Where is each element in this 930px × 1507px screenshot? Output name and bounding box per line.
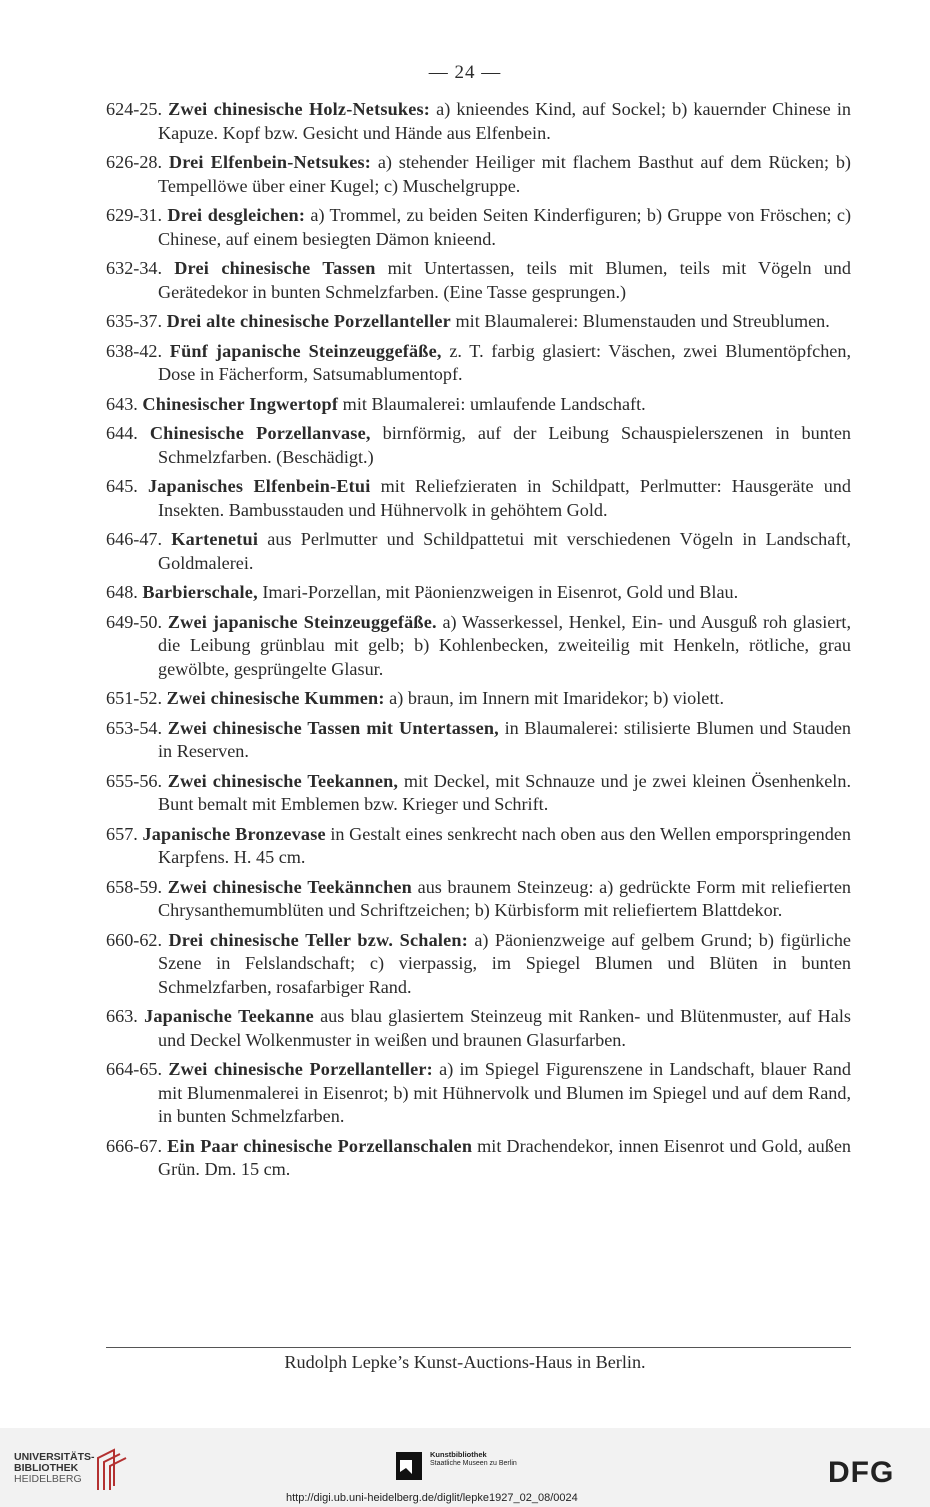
entry-number: 651-52. <box>106 688 163 708</box>
dfg-logo[interactable]: DFG <box>828 1456 895 1489</box>
entry-number: 657. <box>106 823 138 844</box>
entry-title: Japanisches Elfenbein-Etui <box>147 476 371 496</box>
entry-description: a) im Spiegel Figurenszene in Landschaft, blauer Rand mit Blumenmalerei in Eisenrot; b) mit Hühnervolk und Blumen im Spiegel und auf dem Rand, in bunten Schmelzfarben. <box>158 1059 851 1126</box>
entry-description: Imari-Porzellan, mit Päonienzweigen in Eisenrot, Gold und Blau. <box>257 582 739 602</box>
catalog-entry <box>106 204 851 251</box>
catalog-entry <box>106 823 851 870</box>
entry-description: mit Deckel, mit Schnauze und je zwei kleinen Ösenhenkeln. Bunt bemalt mit Emblemen bzw. Krieger und Schrift. <box>158 770 852 814</box>
catalog-entry <box>106 717 851 764</box>
entry-number: 635-37. <box>106 311 163 331</box>
entry-description: aus blau glasiertem Steinzeug mit Ranken- und Blütenmuster, auf Hals und Deckel Wolkenmuster in weißen und braunen Glasurfarben. <box>158 1006 851 1050</box>
catalog-entry <box>106 151 851 198</box>
entry-title: Japanische Bronzevase <box>142 823 326 844</box>
entry-number: 664-65. <box>106 1059 163 1079</box>
entry-number: 643. <box>106 393 138 414</box>
uni-line-1: UNIVERSITÄTS- <box>14 1451 95 1463</box>
entry-number: 644. <box>106 423 138 443</box>
entry-title: Drei chinesische Tassen <box>174 258 376 278</box>
catalog-entries <box>106 98 851 1188</box>
entry-number: 629-31. <box>106 205 163 225</box>
entry-number: 632-34. <box>106 258 163 278</box>
entry-description: aus braunem Steinzeug: a) gedrückte Form mit reliefierten Chrysanthemumblüten und Schriftzeichen; b) Kürbisform mit reliefiertem Blattdekor. <box>158 876 851 920</box>
catalog-entry <box>106 1005 851 1052</box>
page-footer: Rudolph Lepke’s Kunst-Auctions-Haus in Berlin. <box>284 1352 646 1372</box>
entry-title: Kartenetui <box>171 529 259 549</box>
entry-title: Drei Elfenbein-Netsukes: <box>168 152 372 172</box>
entry-description: a) Trommel, zu beiden Seiten Kinderfiguren; b) Gruppe von Fröschen; c) Chinese, auf einem besiegten Dämon knieend. <box>158 205 852 249</box>
entry-number: 653-54. <box>106 717 163 738</box>
entry-description: mit Blaumalerei: umlaufende Landschaft. <box>338 393 646 414</box>
entry-title: Chinesischer Ingwertopf <box>142 393 339 414</box>
entry-description: mit Blaumalerei: Blumenstauden und Streublumen. <box>450 311 830 331</box>
digitization-bar <box>0 1428 930 1507</box>
entry-title: Fünf japanische Steinzeuggefäße, <box>169 340 442 361</box>
entry-title: Zwei chinesische Teekannen, <box>167 770 399 791</box>
catalog-entry <box>106 340 851 387</box>
entry-title: Zwei chinesische Tassen mit Untertassen, <box>167 717 499 738</box>
catalog-entry <box>106 770 851 817</box>
entry-title: Zwei chinesische Kummen: <box>166 688 385 708</box>
uni-line-3: HEIDELBERG <box>14 1473 82 1485</box>
entry-description: mit Untertassen, teils mit Blumen, teils mit Vögeln und Gerätedekor in bunten Schmelzfarben. (Eine Tasse gesprungen.) <box>158 258 851 302</box>
entry-number: 663. <box>106 1006 138 1026</box>
kunstbibliothek-logo[interactable] <box>396 1450 517 1480</box>
entry-number: 624-25. <box>106 99 163 119</box>
catalog-entry <box>106 929 851 1000</box>
entry-description: a) braun, im Innern mit Imaridekor; b) violett. <box>384 688 725 708</box>
library-emblem-icon <box>94 1446 134 1492</box>
entry-number: 666-67. <box>106 1135 163 1156</box>
entry-number: 646-47. <box>106 529 163 549</box>
catalog-entry <box>106 687 851 711</box>
entry-description: mit Reliefzieraten in Schildpatt, Perlmutter: Hausgeräte und Insekten. Bambusstauden und Hühnervolk in gehöhtem Gold. <box>158 476 851 520</box>
entry-number: 655-56. <box>106 770 163 791</box>
entry-title: Zwei japanische Steinzeuggefäße. <box>167 611 437 632</box>
catalog-entry <box>106 581 851 605</box>
footer-divider <box>106 1347 851 1348</box>
source-url-link[interactable]: http://digi.ub.uni-heidelberg.de/diglit/lepke1927_02_08/0024 <box>286 1492 578 1504</box>
entry-description: aus Perlmutter und Schildpattetui mit verschiedenen Vögeln in Landschaft, Goldmalerei. <box>158 529 851 573</box>
entry-title: Barbierschale, <box>142 582 258 602</box>
entry-number: 649-50. <box>106 611 163 632</box>
entry-title: Zwei chinesische Porzellanteller: <box>168 1059 433 1079</box>
entry-description: a) knieendes Kind, auf Sockel; b) kauernder Chinese in Kapuze. Kopf bzw. Gesicht und Hände aus Elfenbein. <box>158 99 851 143</box>
entry-number: 660-62. <box>106 929 163 950</box>
entry-title: Zwei chinesische Teekännchen <box>167 876 412 897</box>
kunstbibliothek-emblem-icon <box>396 1452 422 1480</box>
entry-number: 658-59. <box>106 876 163 897</box>
entry-description: in Blaumalerei: stilisierte Blumen und Stauden in Reserven. <box>158 717 852 761</box>
university-library-logo[interactable] <box>14 1452 95 1485</box>
catalog-entry <box>106 310 851 334</box>
page-number: — 24 — <box>428 62 502 83</box>
catalog-entry <box>106 475 851 522</box>
catalog-entry <box>106 876 851 923</box>
catalog-entry <box>106 1058 851 1129</box>
uni-line-2: BIBLIOTHEK <box>14 1462 79 1474</box>
entry-number: 626-28. <box>106 152 163 172</box>
entry-description: a) Wasserkessel, Henkel, Ein- und Ausguß roh glasiert, die Leibung grünblau mit gelb; b) Kohlenbecken, zweiteilig mit Henkeln, rötliche, grau gewölbte, gesprüngelte Glasur. <box>158 611 851 679</box>
entry-number: 638-42. <box>106 340 163 361</box>
entry-title: Drei alte chinesische Porzellanteller <box>166 311 451 331</box>
entry-description: a) stehender Heiliger mit flachem Basthut auf dem Rücken; b) Tempellöwe über einer Kugel; c) Muschelgruppe. <box>158 152 851 196</box>
entry-title: Ein Paar chinesische Porzellanschalen <box>167 1135 473 1156</box>
entry-description: z. T. farbig glasiert: Väschen, zwei Blumentöpfchen, Dose in Fächerform, Satsumablumentopf. <box>158 340 852 384</box>
catalog-entry <box>106 98 851 145</box>
kb-line-1: Kunstbibliothek <box>430 1450 487 1459</box>
catalog-entry <box>106 1135 851 1182</box>
catalog-entry <box>106 257 851 304</box>
entry-description: a) Päonienzweige auf gelbem Grund; b) figürliche Szene in Felslandschaft; c) vierpassig, im Spiegel Blumen und Blüten in bunten Schmelzfarben, rosafarbiger Rand. <box>158 929 851 997</box>
entry-title: Japanische Teekanne <box>144 1006 314 1026</box>
entry-number: 648. <box>106 582 138 602</box>
entry-title: Zwei chinesische Holz-Netsukes: <box>168 99 431 119</box>
entry-description: in Gestalt eines senkrecht nach oben aus den Wellen emporspringenden Karpfens. H. 45 cm. <box>158 823 851 867</box>
entry-number: 645. <box>106 476 138 496</box>
catalog-entry <box>106 611 851 682</box>
catalog-entry <box>106 528 851 575</box>
entry-description: mit Drachendekor, innen Eisenrot und Gold, außen Grün. Dm. 15 cm. <box>158 1135 851 1179</box>
entry-description: birnförmig, auf der Leibung Schauspielerszenen in bunten Schmelzfarben. (Beschädigt.) <box>158 423 852 467</box>
kb-line-2: Staatliche Museen zu Berlin <box>430 1460 517 1467</box>
catalog-entry <box>106 393 851 417</box>
catalog-entry <box>106 422 851 469</box>
entry-title: Drei desgleichen: <box>167 205 306 225</box>
entry-title: Drei chinesische Teller bzw. Schalen: <box>168 929 468 950</box>
entry-title: Chinesische Porzellanvase, <box>149 423 371 443</box>
